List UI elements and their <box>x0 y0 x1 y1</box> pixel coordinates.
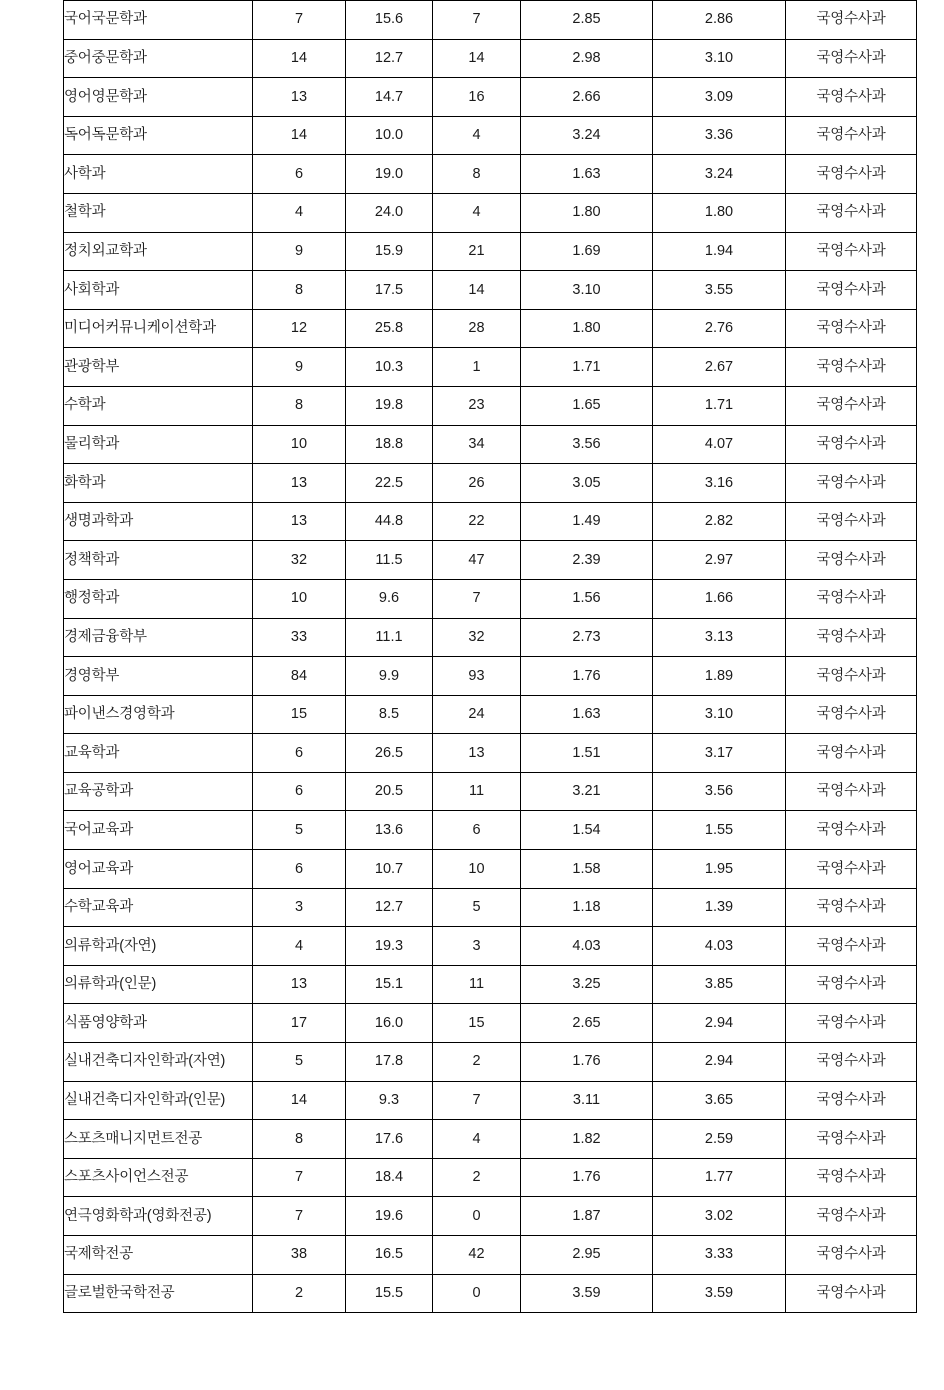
cell-grade_a: 2.39 <box>521 541 653 580</box>
cell-extra: 26 <box>433 464 521 503</box>
cell-quota: 5 <box>253 811 346 850</box>
cell-grade_b: 2.82 <box>653 502 786 541</box>
cell-quota: 9 <box>253 232 346 271</box>
cell-grade_b: 4.07 <box>653 425 786 464</box>
cell-grade_b: 1.89 <box>653 657 786 696</box>
cell-ratio: 11.1 <box>346 618 433 657</box>
cell-grade_b: 3.02 <box>653 1197 786 1236</box>
cell-extra: 4 <box>433 193 521 232</box>
cell-ratio: 15.9 <box>346 232 433 271</box>
cell-subjects: 국영수사과 <box>786 464 917 503</box>
cell-extra: 23 <box>433 386 521 425</box>
cell-quota: 7 <box>253 1158 346 1197</box>
cell-extra: 7 <box>433 1081 521 1120</box>
cell-subjects: 국영수사과 <box>786 618 917 657</box>
table-row <box>64 927 917 966</box>
cell-grade_a: 3.25 <box>521 965 653 1004</box>
cell-grade_b: 1.71 <box>653 386 786 425</box>
cell-department: 의류학과(자연) <box>64 927 253 966</box>
cell-subjects: 국영수사과 <box>786 965 917 1004</box>
table-row <box>64 1004 917 1043</box>
cell-ratio: 14.7 <box>346 78 433 117</box>
cell-quota: 7 <box>253 1197 346 1236</box>
cell-grade_b: 1.95 <box>653 850 786 889</box>
cell-grade_a: 3.59 <box>521 1274 653 1313</box>
cell-grade_b: 3.65 <box>653 1081 786 1120</box>
cell-grade_a: 1.58 <box>521 850 653 889</box>
cell-quota: 8 <box>253 271 346 310</box>
cell-quota: 6 <box>253 155 346 194</box>
cell-grade_b: 2.94 <box>653 1043 786 1082</box>
cell-subjects: 국영수사과 <box>786 1120 917 1159</box>
cell-quota: 2 <box>253 1274 346 1313</box>
cell-subjects: 국영수사과 <box>786 271 917 310</box>
cell-ratio: 25.8 <box>346 309 433 348</box>
cell-department: 교육공학과 <box>64 772 253 811</box>
cell-grade_b: 3.17 <box>653 734 786 773</box>
cell-grade_b: 2.86 <box>653 1 786 40</box>
cell-department: 식품영양학과 <box>64 1004 253 1043</box>
cell-extra: 0 <box>433 1274 521 1313</box>
cell-extra: 3 <box>433 927 521 966</box>
cell-grade_b: 3.59 <box>653 1274 786 1313</box>
cell-grade_a: 1.76 <box>521 1043 653 1082</box>
cell-subjects: 국영수사과 <box>786 193 917 232</box>
table-row <box>64 1197 917 1236</box>
cell-ratio: 8.5 <box>346 695 433 734</box>
cell-quota: 4 <box>253 193 346 232</box>
cell-department: 경제금융학부 <box>64 618 253 657</box>
cell-department: 연극영화학과(영화전공) <box>64 1197 253 1236</box>
cell-quota: 13 <box>253 78 346 117</box>
table-row <box>64 78 917 117</box>
table-row <box>64 1081 917 1120</box>
cell-ratio: 19.8 <box>346 386 433 425</box>
cell-quota: 14 <box>253 39 346 78</box>
table-row <box>64 309 917 348</box>
cell-extra: 16 <box>433 78 521 117</box>
cell-extra: 8 <box>433 155 521 194</box>
table-row <box>64 155 917 194</box>
cell-grade_a: 3.24 <box>521 116 653 155</box>
cell-grade_a: 2.66 <box>521 78 653 117</box>
cell-quota: 15 <box>253 695 346 734</box>
cell-quota: 32 <box>253 541 346 580</box>
cell-department: 스포츠사이언스전공 <box>64 1158 253 1197</box>
cell-department: 의류학과(인문) <box>64 965 253 1004</box>
cell-subjects: 국영수사과 <box>786 116 917 155</box>
cell-ratio: 12.7 <box>346 888 433 927</box>
cell-subjects: 국영수사과 <box>786 888 917 927</box>
cell-ratio: 17.8 <box>346 1043 433 1082</box>
cell-subjects: 국영수사과 <box>786 695 917 734</box>
cell-grade_a: 1.76 <box>521 657 653 696</box>
cell-ratio: 24.0 <box>346 193 433 232</box>
cell-ratio: 15.5 <box>346 1274 433 1313</box>
cell-department: 영어영문학과 <box>64 78 253 117</box>
cell-quota: 13 <box>253 464 346 503</box>
cell-department: 물리학과 <box>64 425 253 464</box>
cell-quota: 4 <box>253 927 346 966</box>
cell-grade_a: 1.54 <box>521 811 653 850</box>
cell-grade_b: 2.76 <box>653 309 786 348</box>
cell-ratio: 10.0 <box>346 116 433 155</box>
cell-department: 파이낸스경영학과 <box>64 695 253 734</box>
cell-subjects: 국영수사과 <box>786 1274 917 1313</box>
cell-grade_b: 2.59 <box>653 1120 786 1159</box>
cell-quota: 3 <box>253 888 346 927</box>
cell-extra: 4 <box>433 116 521 155</box>
table-row <box>64 965 917 1004</box>
cell-subjects: 국영수사과 <box>786 772 917 811</box>
cell-department: 생명과학과 <box>64 502 253 541</box>
cell-department: 교육학과 <box>64 734 253 773</box>
cell-subjects: 국영수사과 <box>786 734 917 773</box>
cell-subjects: 국영수사과 <box>786 1158 917 1197</box>
table-row <box>64 1 917 40</box>
table-row <box>64 232 917 271</box>
cell-ratio: 19.0 <box>346 155 433 194</box>
cell-extra: 32 <box>433 618 521 657</box>
cell-grade_b: 3.10 <box>653 39 786 78</box>
cell-grade_a: 3.11 <box>521 1081 653 1120</box>
cell-grade_a: 1.80 <box>521 309 653 348</box>
cell-quota: 10 <box>253 579 346 618</box>
cell-subjects: 국영수사과 <box>786 579 917 618</box>
cell-subjects: 국영수사과 <box>786 1043 917 1082</box>
cell-quota: 9 <box>253 348 346 387</box>
cell-subjects: 국영수사과 <box>786 425 917 464</box>
cell-extra: 15 <box>433 1004 521 1043</box>
cell-ratio: 15.1 <box>346 965 433 1004</box>
cell-department: 독어독문학과 <box>64 116 253 155</box>
cell-subjects: 국영수사과 <box>786 927 917 966</box>
cell-grade_a: 1.76 <box>521 1158 653 1197</box>
cell-extra: 93 <box>433 657 521 696</box>
table-row <box>64 193 917 232</box>
cell-grade_b: 3.16 <box>653 464 786 503</box>
cell-extra: 13 <box>433 734 521 773</box>
cell-ratio: 11.5 <box>346 541 433 580</box>
table-row <box>64 579 917 618</box>
cell-grade_b: 3.56 <box>653 772 786 811</box>
cell-department: 실내건축디자인학과(인문) <box>64 1081 253 1120</box>
table-row <box>64 1120 917 1159</box>
table-row <box>64 657 917 696</box>
cell-ratio: 12.7 <box>346 39 433 78</box>
cell-quota: 13 <box>253 965 346 1004</box>
table-row <box>64 271 917 310</box>
cell-grade_b: 3.24 <box>653 155 786 194</box>
cell-quota: 6 <box>253 734 346 773</box>
cell-subjects: 국영수사과 <box>786 850 917 889</box>
cell-grade_a: 1.71 <box>521 348 653 387</box>
cell-grade_b: 2.97 <box>653 541 786 580</box>
table-row <box>64 695 917 734</box>
cell-ratio: 20.5 <box>346 772 433 811</box>
cell-grade_b: 2.67 <box>653 348 786 387</box>
cell-ratio: 18.8 <box>346 425 433 464</box>
cell-grade_b: 3.85 <box>653 965 786 1004</box>
cell-extra: 1 <box>433 348 521 387</box>
table-row <box>64 464 917 503</box>
cell-quota: 8 <box>253 1120 346 1159</box>
cell-grade_b: 1.55 <box>653 811 786 850</box>
cell-ratio: 19.6 <box>346 1197 433 1236</box>
cell-quota: 84 <box>253 657 346 696</box>
cell-subjects: 국영수사과 <box>786 541 917 580</box>
cell-grade_b: 4.03 <box>653 927 786 966</box>
cell-grade_a: 1.63 <box>521 155 653 194</box>
table-row <box>64 772 917 811</box>
cell-ratio: 10.7 <box>346 850 433 889</box>
cell-ratio: 9.6 <box>346 579 433 618</box>
cell-subjects: 국영수사과 <box>786 1 917 40</box>
cell-ratio: 16.0 <box>346 1004 433 1043</box>
cell-extra: 7 <box>433 579 521 618</box>
cell-ratio: 18.4 <box>346 1158 433 1197</box>
cell-grade_b: 1.94 <box>653 232 786 271</box>
cell-grade_a: 2.98 <box>521 39 653 78</box>
cell-department: 정치외교학과 <box>64 232 253 271</box>
cell-grade_a: 1.51 <box>521 734 653 773</box>
cell-department: 수학과 <box>64 386 253 425</box>
table-row <box>64 348 917 387</box>
cell-quota: 6 <box>253 850 346 889</box>
cell-quota: 14 <box>253 116 346 155</box>
table-row <box>64 116 917 155</box>
table-row <box>64 734 917 773</box>
cell-department: 스포츠매니지먼트전공 <box>64 1120 253 1159</box>
table-row <box>64 1158 917 1197</box>
cell-extra: 2 <box>433 1043 521 1082</box>
cell-grade_b: 1.80 <box>653 193 786 232</box>
cell-department: 영어교육과 <box>64 850 253 889</box>
cell-department: 국어국문학과 <box>64 1 253 40</box>
cell-subjects: 국영수사과 <box>786 348 917 387</box>
cell-ratio: 10.3 <box>346 348 433 387</box>
table-row <box>64 1236 917 1275</box>
cell-subjects: 국영수사과 <box>786 232 917 271</box>
cell-department: 수학교육과 <box>64 888 253 927</box>
cell-extra: 6 <box>433 811 521 850</box>
cell-grade_b: 2.94 <box>653 1004 786 1043</box>
cell-subjects: 국영수사과 <box>786 155 917 194</box>
cell-quota: 8 <box>253 386 346 425</box>
cell-ratio: 9.3 <box>346 1081 433 1120</box>
cell-extra: 14 <box>433 271 521 310</box>
cell-subjects: 국영수사과 <box>786 78 917 117</box>
table-row <box>64 425 917 464</box>
cell-extra: 22 <box>433 502 521 541</box>
cell-subjects: 국영수사과 <box>786 39 917 78</box>
cell-department: 행정학과 <box>64 579 253 618</box>
cell-extra: 21 <box>433 232 521 271</box>
cell-department: 정책학과 <box>64 541 253 580</box>
table-row <box>64 386 917 425</box>
cell-grade_a: 1.56 <box>521 579 653 618</box>
cell-grade_a: 2.65 <box>521 1004 653 1043</box>
cell-quota: 10 <box>253 425 346 464</box>
cell-grade_b: 3.33 <box>653 1236 786 1275</box>
cell-extra: 42 <box>433 1236 521 1275</box>
table-body <box>64 1 917 1313</box>
cell-grade_a: 3.10 <box>521 271 653 310</box>
cell-quota: 7 <box>253 1 346 40</box>
cell-extra: 11 <box>433 772 521 811</box>
cell-extra: 10 <box>433 850 521 889</box>
cell-department: 중어중문학과 <box>64 39 253 78</box>
cell-ratio: 26.5 <box>346 734 433 773</box>
cell-ratio: 15.6 <box>346 1 433 40</box>
cell-department: 사회학과 <box>64 271 253 310</box>
admissions-table-container <box>63 0 916 1313</box>
cell-department: 관광학부 <box>64 348 253 387</box>
cell-grade_a: 1.65 <box>521 386 653 425</box>
cell-grade_b: 3.36 <box>653 116 786 155</box>
cell-grade_a: 1.49 <box>521 502 653 541</box>
cell-extra: 11 <box>433 965 521 1004</box>
table-row <box>64 618 917 657</box>
table-row <box>64 541 917 580</box>
cell-extra: 2 <box>433 1158 521 1197</box>
table-row <box>64 1043 917 1082</box>
cell-extra: 47 <box>433 541 521 580</box>
cell-subjects: 국영수사과 <box>786 1004 917 1043</box>
cell-extra: 24 <box>433 695 521 734</box>
cell-grade_a: 3.05 <box>521 464 653 503</box>
cell-grade_b: 1.66 <box>653 579 786 618</box>
cell-grade_a: 1.18 <box>521 888 653 927</box>
cell-grade_a: 3.56 <box>521 425 653 464</box>
table-row <box>64 502 917 541</box>
cell-extra: 4 <box>433 1120 521 1159</box>
cell-department: 국어교육과 <box>64 811 253 850</box>
cell-grade_a: 2.73 <box>521 618 653 657</box>
cell-ratio: 22.5 <box>346 464 433 503</box>
cell-extra: 0 <box>433 1197 521 1236</box>
table-row <box>64 850 917 889</box>
cell-department: 철학과 <box>64 193 253 232</box>
cell-ratio: 44.8 <box>346 502 433 541</box>
cell-quota: 5 <box>253 1043 346 1082</box>
cell-ratio: 13.6 <box>346 811 433 850</box>
cell-grade_a: 1.63 <box>521 695 653 734</box>
cell-ratio: 19.3 <box>346 927 433 966</box>
table-row <box>64 1274 917 1313</box>
cell-extra: 34 <box>433 425 521 464</box>
cell-quota: 38 <box>253 1236 346 1275</box>
cell-grade_b: 3.55 <box>653 271 786 310</box>
cell-subjects: 국영수사과 <box>786 1081 917 1120</box>
cell-department: 화학과 <box>64 464 253 503</box>
cell-extra: 28 <box>433 309 521 348</box>
cell-grade_b: 1.39 <box>653 888 786 927</box>
cell-grade_a: 4.03 <box>521 927 653 966</box>
cell-extra: 5 <box>433 888 521 927</box>
cell-quota: 14 <box>253 1081 346 1120</box>
cell-extra: 14 <box>433 39 521 78</box>
table-row <box>64 39 917 78</box>
cell-grade_a: 1.87 <box>521 1197 653 1236</box>
table-row <box>64 888 917 927</box>
cell-grade_a: 1.80 <box>521 193 653 232</box>
cell-ratio: 9.9 <box>346 657 433 696</box>
cell-subjects: 국영수사과 <box>786 309 917 348</box>
cell-grade_a: 1.69 <box>521 232 653 271</box>
cell-subjects: 국영수사과 <box>786 502 917 541</box>
cell-subjects: 국영수사과 <box>786 1236 917 1275</box>
cell-subjects: 국영수사과 <box>786 1197 917 1236</box>
cell-grade_a: 2.95 <box>521 1236 653 1275</box>
cell-ratio: 17.6 <box>346 1120 433 1159</box>
cell-ratio: 16.5 <box>346 1236 433 1275</box>
cell-grade_a: 1.82 <box>521 1120 653 1159</box>
cell-subjects: 국영수사과 <box>786 657 917 696</box>
cell-department: 사학과 <box>64 155 253 194</box>
cell-grade_b: 3.13 <box>653 618 786 657</box>
cell-grade_b: 1.77 <box>653 1158 786 1197</box>
cell-department: 국제학전공 <box>64 1236 253 1275</box>
cell-grade_a: 2.85 <box>521 1 653 40</box>
cell-department: 미디어커뮤니케이션학과 <box>64 309 253 348</box>
cell-quota: 6 <box>253 772 346 811</box>
admissions-table <box>63 0 917 1313</box>
cell-quota: 12 <box>253 309 346 348</box>
cell-quota: 17 <box>253 1004 346 1043</box>
table-row <box>64 811 917 850</box>
cell-grade_b: 3.10 <box>653 695 786 734</box>
cell-department: 경영학부 <box>64 657 253 696</box>
cell-subjects: 국영수사과 <box>786 386 917 425</box>
cell-department: 글로벌한국학전공 <box>64 1274 253 1313</box>
cell-quota: 13 <box>253 502 346 541</box>
cell-department: 실내건축디자인학과(자연) <box>64 1043 253 1082</box>
cell-subjects: 국영수사과 <box>786 811 917 850</box>
cell-grade_a: 3.21 <box>521 772 653 811</box>
cell-grade_b: 3.09 <box>653 78 786 117</box>
cell-extra: 7 <box>433 1 521 40</box>
cell-quota: 33 <box>253 618 346 657</box>
cell-ratio: 17.5 <box>346 271 433 310</box>
